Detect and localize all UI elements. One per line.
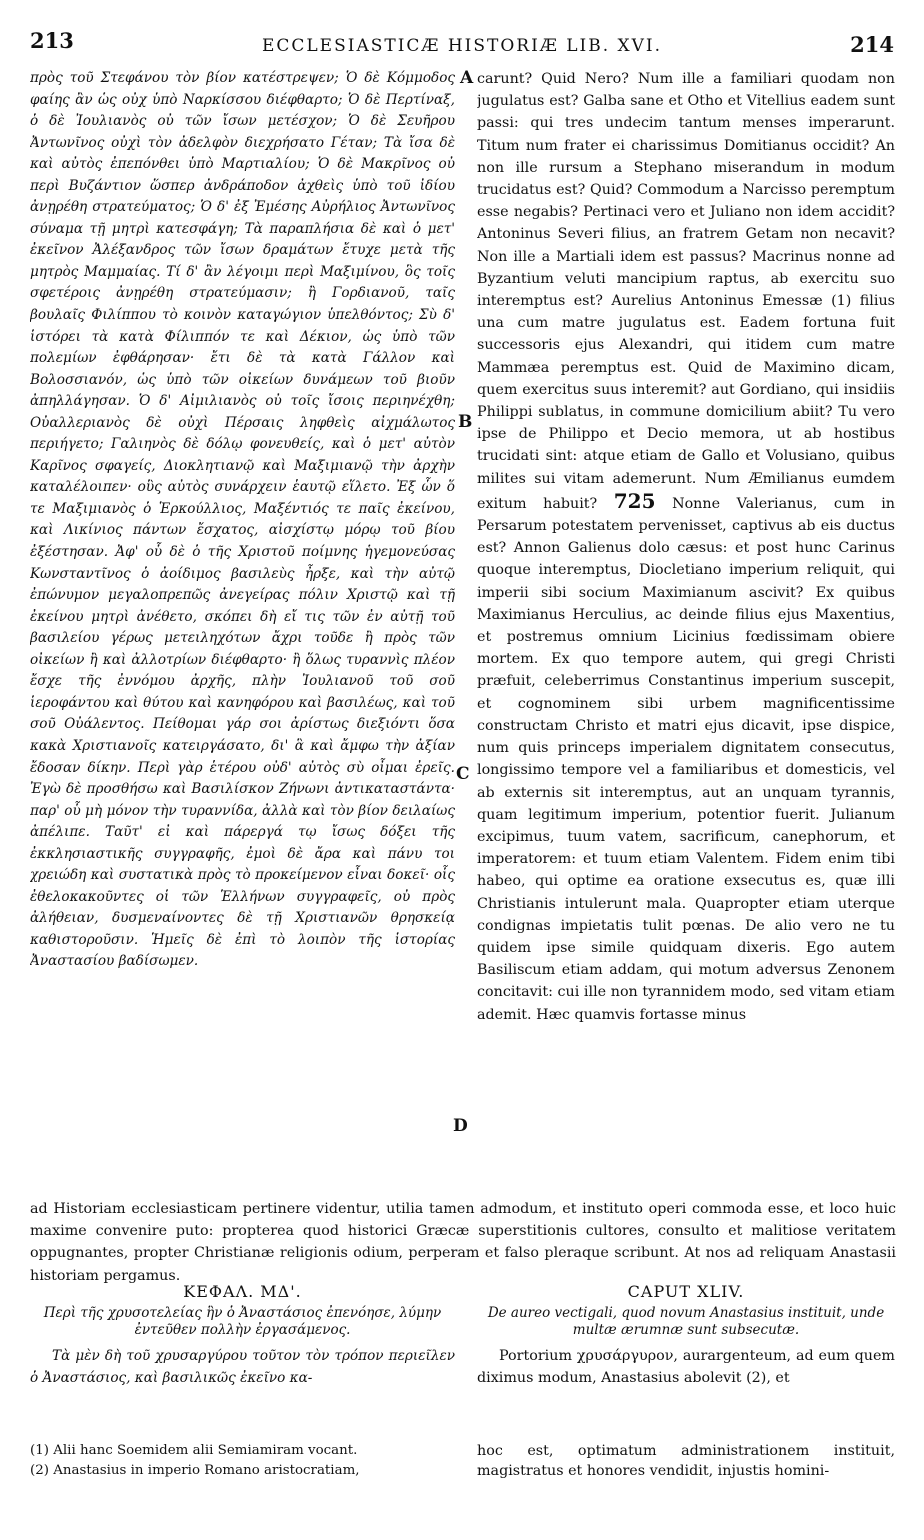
footnote-1: (1) Alii hanc Soemidem alii Semiamiram vocant. <box>30 1443 358 1458</box>
running-title: ECCLESIASTICÆ HISTORIÆ LIB. XVI. <box>261 36 663 56</box>
latin-text <box>477 68 895 1026</box>
chapter-title-latin: CAPUT XLIV. <box>627 1282 745 1301</box>
chapter-title-greek: ΚΕΦΑΛ. ΜΔ'. <box>183 1282 302 1301</box>
chapter-heading-greek <box>30 1282 455 1339</box>
footnotes <box>30 1441 455 1481</box>
greek-text: πρὸς τοῦ Στεφάνου τὸν βίον κατέστρεψεν; Ὁ δὲ Κόμμοδος φαίης ἂν ὡς οὐχ ὑπὸ Ναρκίσσου διέφθαρτο; Ὁ δὲ Περτίναξ, ὁ δὲ Ἰουλιανὸς οὐ τῶν ἴσων μετέσχον; Ὁ δὲ Σευῆρου Ἀντωνῖνος οὐχὶ τὸν ἀδελφὸν διεχρήσατο Γέταν; Τὰ ἴσα δὲ καὶ αὐτὸς ἐπεπόνθει ὑπὸ Μαρτιαλίου; Ὁ δὲ Μακρῖνος οὐ περὶ Βυζάντιον ὥσπερ ἀνδράποδον ἀχθεὶς ὑπὸ τοῦ ἰδίου ἀνῃρέθη στρατεύματος; Ὁ δ' ἐξ Ἐμέσης Αὐρήλιος Ἀντωνῖνος σύναμα τῇ μητρὶ κατεσφάγη; Τὰ παραπλήσια δὲ καὶ ὁ μετ' ἐκεῖνον Ἀλέξανδρος τῶν ἴσων δραμάτων ἔτυχε μετὰ τῆς μητρὸς Μαμμαίας. Τί δ' ἂν λέγοιμι περὶ Μαξιμίνου, ὃς τοῖς σφετέροις ἀνῃρέθη στρατεύμασιν; ἢ Γορδιανοῦ, ταῖς βουλαῖς Φιλίππου τὸ κοινὸν καταγώγιον ὑπελθόντος; Σὺ δ' ἱστόρει τὰ κατὰ Φίλιππόν τε καὶ Δέκιον, ὡς ὑπὸ τῶν πολεμίων ἐφθάρησαν· ἔτι δὲ τὰ κατὰ Γάλλον καὶ Βολοσσιανόν, ὡς ὑπὸ τῶν οἰκείων δυνάμεων τοῦ βιοῦν ἀπηλλάγησαν. Ὁ δ' Αἰμιλιανὸς οὐ τοῖς ἴσοις περιηνέχθη; Οὐαλλεριανὸς δὲ οὐχὶ Πέρσαις ληφθεὶς αἰχμάλωτος περιήγετο; Γαλιηνὸς δὲ δόλῳ φονευθείς, καὶ ὁ μετ' αὐτὸν Καρῖνος σφαγείς, Διοκλητιανῷ καὶ Μαξιμιανῷ τὴν ἀρχὴν καταλέλοιπεν· οὓς αὐτὸς συνάρχειν ἑαυτῷ εἵλετο. Ἐξ ὧν ὅ τε Μαξιμιανὸς ὁ Ἑρκούλλιος, Μαξέντιός τε παῖς ἐκείνου, καὶ Λικίνιος πάντων ἔσχατος, αἰσχίστῳ μόρῳ τοῦ βίου ἐξέστησαν. Ἀφ' οὗ δὲ ὁ τῆς Χριστοῦ ποίμνης ἡγεμονεύσας Κωνσταντῖνος ὁ ἀοίδιμος βασιλεὺς ἦρξε, καὶ τὴν αὐτῷ ἐπώνυμον μεγαλοπρεπῶς ἀνεγείρας πόλιν Χριστῷ καὶ τῇ ἐκείνου μητρὶ ἀνέθετο, σκόπει δὴ εἴ τις τῶν ἐν αὐτῇ τοῦ βασιλείου γέρως μετειληχότων ἄχρι τοῦδε ἢ πρὸς τῶν οἰκείων ἢ καὶ ἀλλοτρίων διέφθαρτο· ἢ ὅλως τυραννὶς πλέον ἔσχε τῆς ἐννόμου ἀρχῆς, πλὴν Ἰουλιανοῦ τοῦ σοῦ ἱεροφάντου καὶ θύτου καὶ κανηφόρου καὶ βασιλέως, καὶ τοῦ σοῦ Οὐάλεντος. Πείθομαι γάρ σοι ἀρίστως διεξιόντι ὅσα κακὰ Χριστιανοῖς κατειργάσατο, δι' ἃ καὶ ἄμφω τὴν ἀξίαν ἔδοσαν δίκην. Περὶ γὰρ ἑτέρου οὐδ' αὐτὸς σὺ οἶμαι ἐρεῖς. Ἐγὼ δὲ προσθήσω καὶ Βασιλίσκον Ζήνωνι ἀντικαταστάντα· παρ' οὗ μὴ μόνον τὴν τυραννίδα, ἀλλὰ καὶ τὸν βίον δειλαίως ἀπέλιπε. Ταῦτ' εἰ καὶ πάρεργά τῳ ἴσως δόξει τῆς ἐκκλησιαστικῆς συγγραφῆς, ἐμοὶ δὲ ἄρα καὶ πάνυ τοι χρειώδη καὶ συστατικὰ πρὸς τὸ προκείμενον εἶναι δοκεῖ· οἷς ἐθελοκακοῦντες οἱ τῶν Ἑλλήνων συγγραφεῖς, οὐ πρὸς ἀλήθειαν, δυσμεναίνοντες δὲ τῇ Χριστιανῶν θρησκείᾳ καθιστοροῦσιν. Ἡμεῖς δὲ ἐπὶ τὸ λοιπὸν τῆς ἱστορίας Ἀναστασίου βαδίσωμεν. <box>30 70 455 970</box>
margin-letter-d: D <box>453 1116 468 1136</box>
chapter-subtitle-greek: Περὶ τῆς χρυσοτελείας ἣν ὁ Ἀναστάσιος ἐπενόησε, λύμην ἐντεῦθεν πολλὴν ἐργασάμενος. <box>43 1305 442 1338</box>
chapter-subtitle-latin: De aureo vectigali, quod novum Anastasius instituit, unde multæ ærumnæ sunt subsecutæ. <box>487 1305 885 1338</box>
full-width-text: ad Historiam ecclesiasticam pertinere videntur, utilia tamen admodum, et instituto operi commoda esse, et loco huic maxime convenire puto: propterea quod historici Græcæ superstitionis cultores, consulto et malitiose veritatem oppugnantes, propter Christianæ religionis odium, perperam et falso pleraque scribunt. At nos ad reliquam Anastasii historiam pergamus. <box>30 1201 896 1284</box>
column-number: 725 <box>613 488 656 513</box>
footnote-2: (2) Anastasius in imperio Romano aristocratiam, <box>30 1463 360 1478</box>
greek-column <box>30 68 455 1196</box>
page-number-left: 213 <box>30 28 74 53</box>
chapter-text-latin: Portorium χρυσάργυρον, aurargenteum, ad eum quem diximus modum, Anastasius abolevit (2), et <box>477 1348 895 1386</box>
latin-text-part-2: Nonne Valerianus, cum in Persarum potestatem pervenisset, captivus ab eis ductus est? Annon Galienus dolo cæsus: et post hunc Carinus quoque interemptus, Diocletiano imperium reliquit, qui imperii sibi socium Maximianum ascivit? Ex quibus Maximianus Herculius, ac deinde filius ejus Maxentius, et postremus omnium Licinius fœdissimam obiere mortem. Ex quo tempore autem, qui gregi Christi præfuit, celeberrimus Constantinus imperium suscepit, et cognominem sibi urbem magnificentissime constructam Christo et matri ejus dicavit, ipse dispice, num quis princeps imperialem dignitatem consecutus, longissimo tempore vel a familiaribus et domesticis, vel ab externis sit interemptus, aut an unquam tyrannis, quam legitimum imperium, potentior fuerit. Julianum excipimus, tuum vatem, sacrificum, canephorum, et imperatorem: et tuum etiam Valentem. Fidem enim tibi habeo, qui optime ea oratione exsecutus es, quæ illi Christianis intulerunt mala. Quapropter etiam uterque condignas impietatis tulit pœnas. De alio vero ne tu quidem ipse simile quidquam dixeris. Ego autem Basiliscum etiam addam, qui motum adversus Zenonem concitavit: cui ille non tyrannidem modo, sed vitam etiam ademit. Hæc quamvis fortasse minus <box>477 495 895 1023</box>
margin-letter-b: B <box>458 412 473 432</box>
running-header <box>30 28 894 62</box>
latin-column <box>477 68 895 1196</box>
latin-text-part-1: carunt? Quid Nero? Num ille a familiari quodam non jugulatus est? Galba sane et Otho et Vitellius eadem sunt passi: qui tres undecim tantum menses imperarunt. Titum num frater ei charissimus Domitianus occidit? An non ille rursum a Stephano miserandum in modum trucidatus est? Quid? Commodum a Narcisso peremptum esse negabis? Pertinaci vero et Juliano non idem accidit? Antoninus Severi filius, an fratrem Getam non necavit? Non ille a Martiali idem est passus? Macrinus nonne ad Byzantium veluti mancipium raptus, ab exercitu suo interemptus est? Aurelius Antoninus Emessæ (1) filius una cum matre jugulatus est. Eadem fortuna fuit successoris ejus Alexandri, qui itidem cum matre Mammæa peremptus est. Quid de Maximino dicam, quem exercitus suus interemit? aut Gordiano, qui insidiis Philippi sublatus, in commune domicilium abiit? Tu vero ipse de Philippo et Decio memora, ut ab hostibus trucidati sint: atque etiam de Gallo et Volusiano, quibus milites sui vitam ademerunt. Num Æmilianus eumdem exitum habuit? <box>477 71 895 512</box>
chapter-text-latin-continued: hoc est, optimatum administrationem instituit, magistratus et honores vendidit, injustis homini- <box>477 1443 895 1479</box>
chapter-heading-latin <box>477 1282 895 1339</box>
margin-letter-a: A <box>460 68 474 88</box>
margin-letter-c: C <box>456 764 470 784</box>
page-number-right: 214 <box>850 32 894 57</box>
full-width-paragraph <box>30 1198 896 1287</box>
chapter-text-greek: Τὰ μὲν δὴ τοῦ χρυσαργύρου τοῦτον τὸν τρόπον περιεῖλεν ὁ Ἀναστάσιος, καὶ βασιλικῶς ἐκεῖνο κα- <box>30 1348 455 1386</box>
